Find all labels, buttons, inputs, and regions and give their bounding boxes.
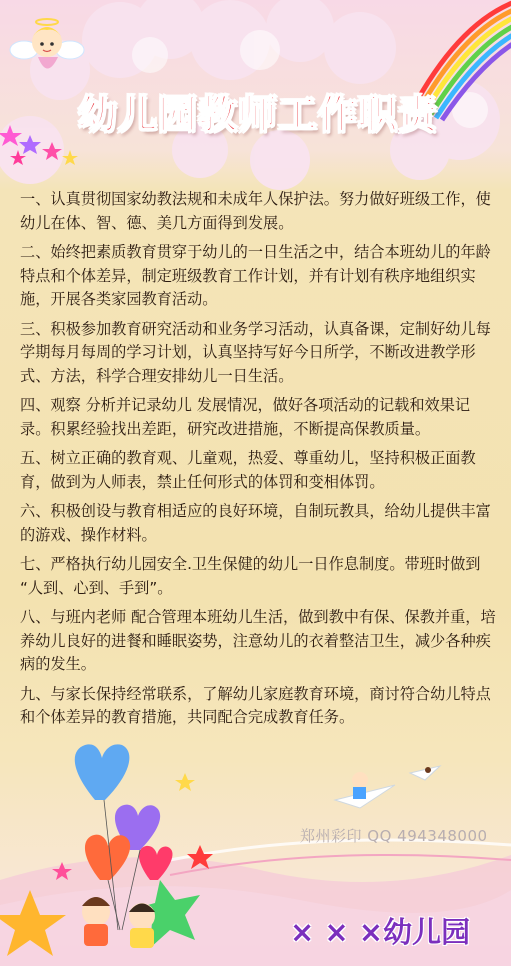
duty-text: 始终把素质教育贯穿于幼儿的一日生活之中，结合本班幼儿的年龄特点和个体差异，制定班级教育工作计划，并有计划有秩序地组织实施，开展各类家园教育活动。 — [20, 243, 491, 308]
list-item — [20, 188, 500, 235]
list-item — [20, 318, 500, 389]
duty-text: 观察 分析并记录幼儿 发展情况，做好各项活动的记载和效果记录。积累经验找出差距，研究改进措施，不断提高保教质量。 — [20, 396, 471, 438]
duty-number: 七、 — [20, 555, 51, 573]
duty-number: 八、 — [20, 608, 51, 626]
list-item — [20, 606, 500, 677]
duty-number: 五、 — [20, 449, 51, 467]
kindergarten-name: × × ×幼儿园 — [290, 915, 471, 949]
duty-text: 严格执行幼儿园安全.卫生保健的幼儿一日作息制度。带班时做到 “人到、心到、手到”。 — [20, 555, 481, 597]
duty-text: 积极创设与教育相适应的良好环境，自制玩教具，给幼儿提供丰富的游戏、操作材料。 — [20, 502, 491, 544]
list-item — [20, 500, 500, 547]
list-item — [20, 394, 500, 441]
list-item — [20, 241, 500, 312]
list-item — [20, 447, 500, 494]
duty-number: 九、 — [20, 684, 51, 703]
paper-plane-boy — [335, 766, 440, 808]
list-item — [20, 683, 500, 730]
duty-text: 与家长保持经常联系，了解幼儿家庭教育环境，商讨符合幼儿特点和个体差异的教育措施，共同配合完成教育任务。 — [20, 684, 491, 726]
duty-number: 三、 — [20, 319, 51, 338]
duty-text: 积极参加教育研究活动和业务学习活动，认真备课，定制好幼儿每学期每月每周的学习计划，认真坚持写好今日所学，不断改进教学形式、方法，科学合理安排幼儿一日生活。 — [20, 319, 491, 385]
page-title: 幼儿园教师工作职责 — [77, 93, 438, 138]
duty-text: 与班内老师 配合管理本班幼儿生活，做到教中有保、保教并重，培养幼儿良好的进餐和睡眠姿势，注意幼儿的衣着整洁卫生，减少各种疾病的发生。 — [20, 608, 496, 673]
duty-text: 认真贯彻国家幼教法规和未成年人保护法。努力做好班级工作，使幼儿在体、智、德、美几方面得到发展。 — [20, 190, 491, 232]
duty-text: 树立正确的教育观、儿童观，热爱、尊重幼儿，坚持积极正面教育，做到为人师表，禁止任何形式的体罚和变相体罚。 — [20, 449, 476, 491]
duties-list — [20, 188, 500, 736]
duty-number: 四、 — [20, 396, 51, 414]
duty-number: 二、 — [20, 243, 51, 261]
duty-number: 一、 — [20, 190, 51, 208]
duty-number: 六、 — [20, 502, 51, 520]
list-item — [20, 553, 500, 600]
printer-watermark: 郑州彩印 QQ 494348000 — [300, 827, 488, 845]
